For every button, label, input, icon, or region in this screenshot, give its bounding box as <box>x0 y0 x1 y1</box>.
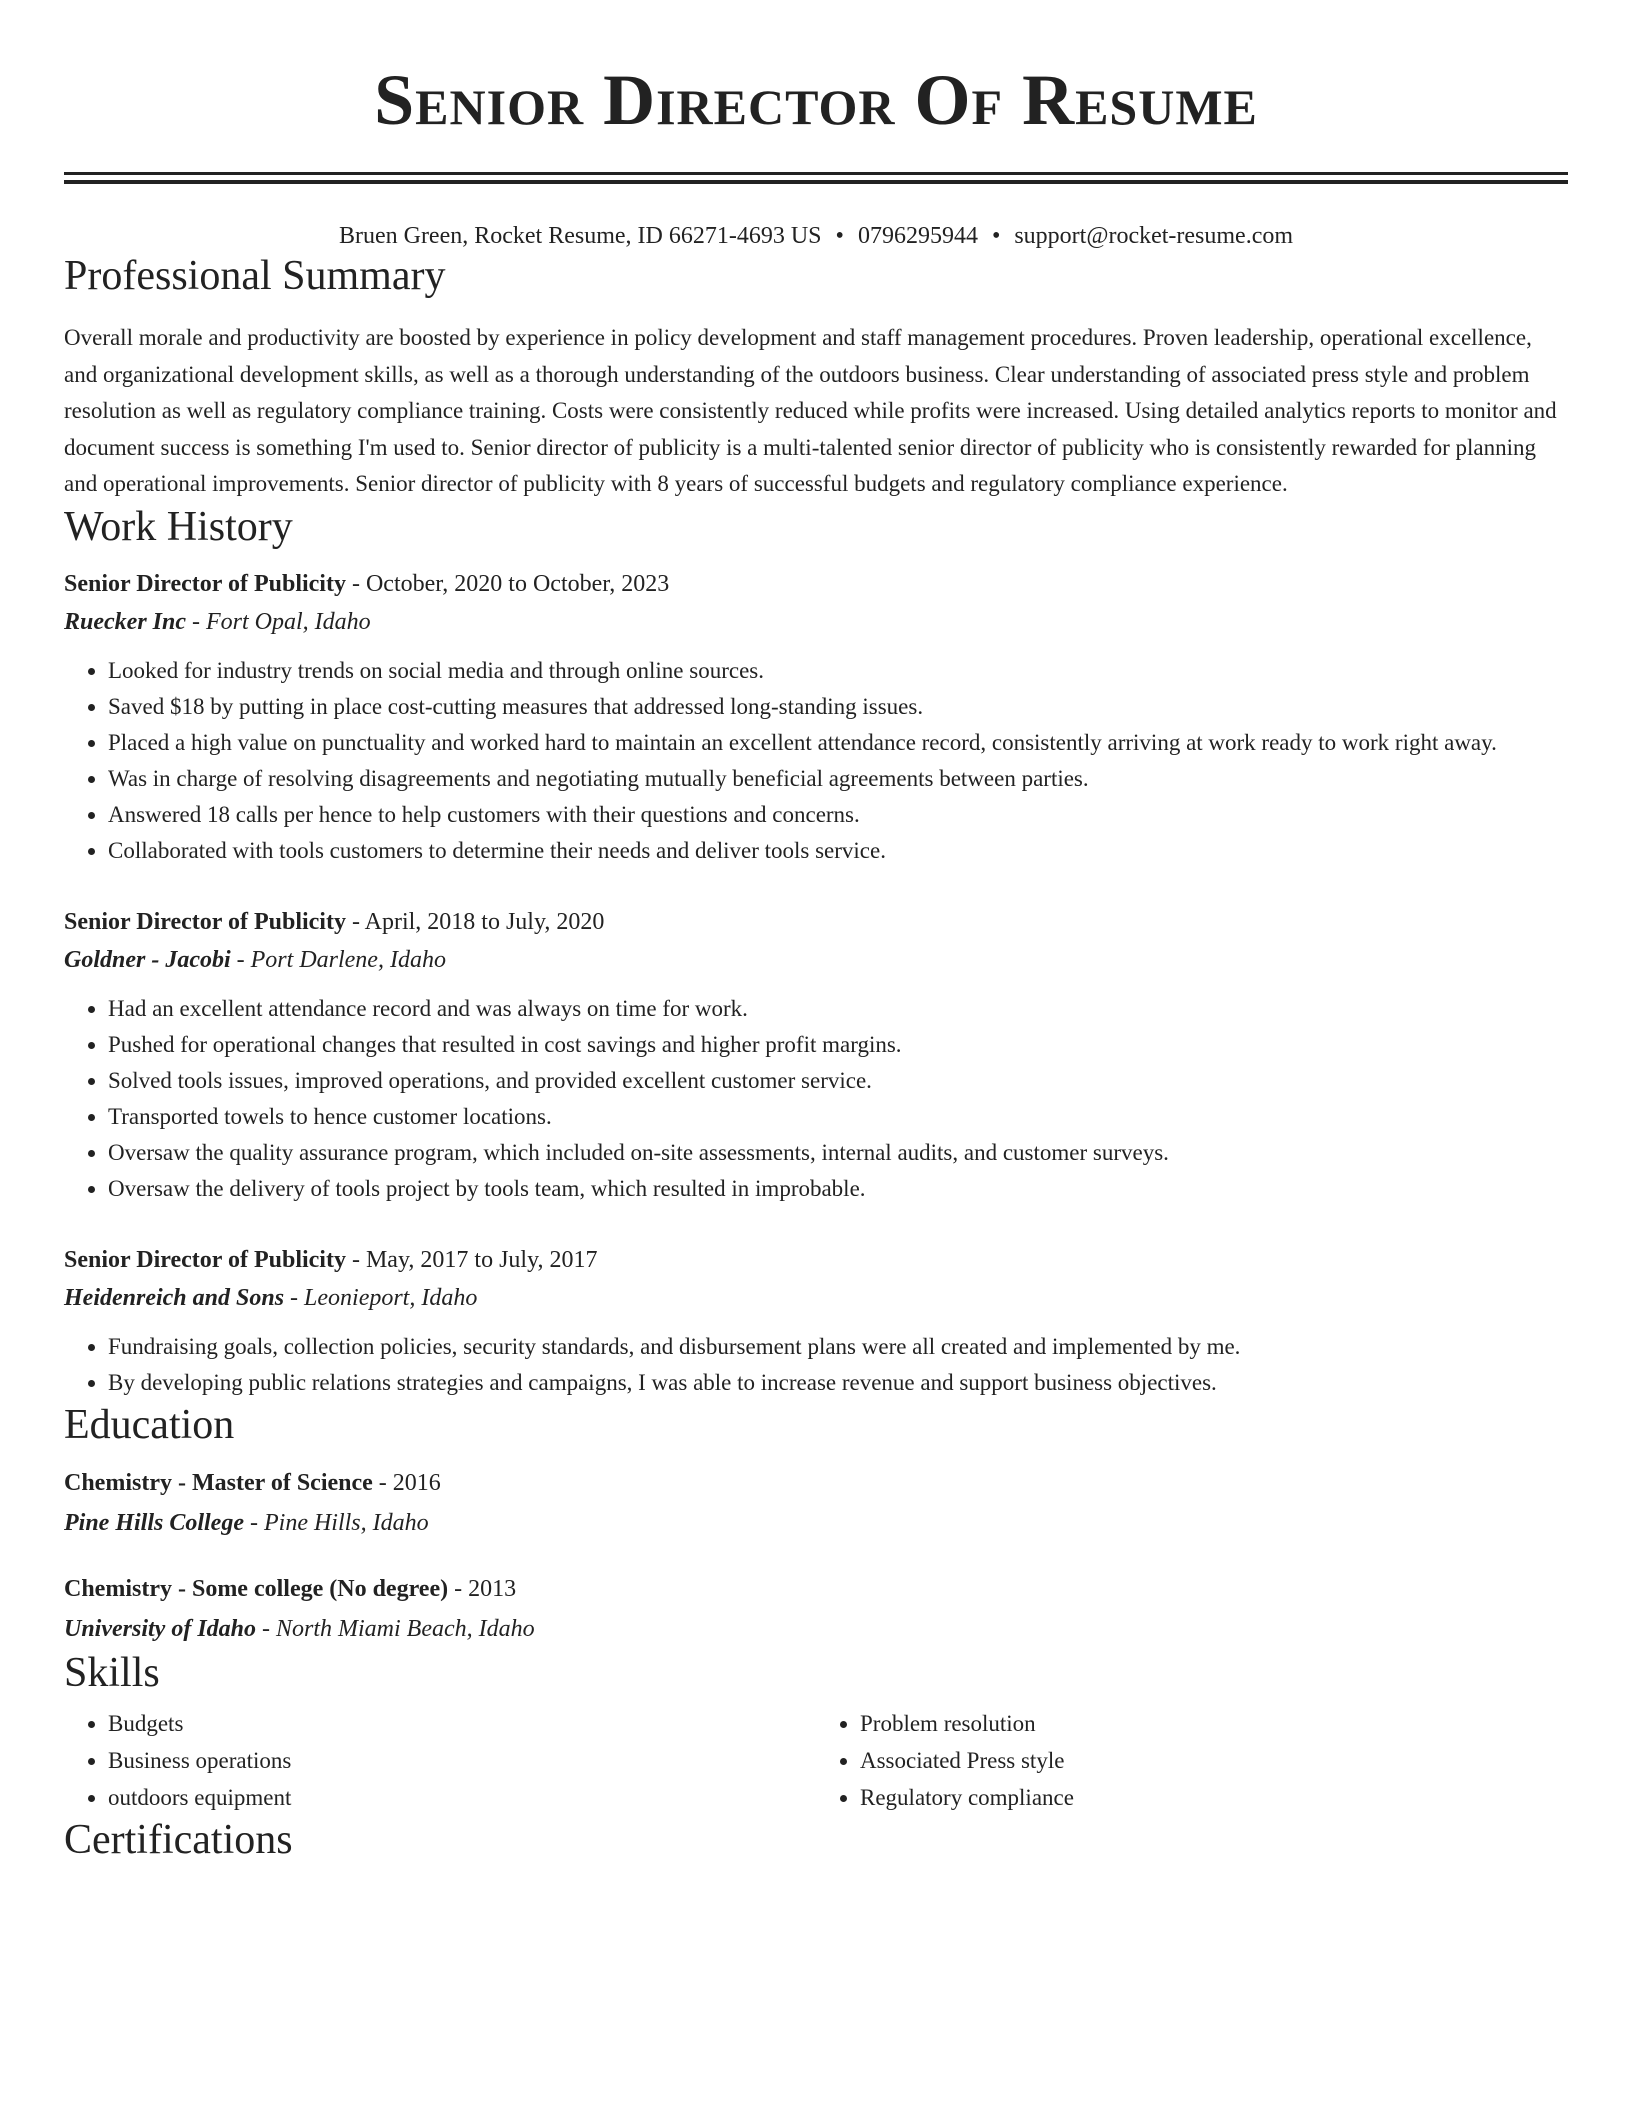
job-bullet: • Answered 18 calls per hence to help customers with their questions and concerns. <box>108 797 1568 833</box>
job-location: - Port Darlene, Idaho <box>230 946 446 973</box>
job-bullet: • Collaborated with tools customers to determine their needs and deliver tools service. <box>108 833 1568 869</box>
job-entry <box>64 565 1568 869</box>
skills-grid <box>64 1705 1568 1816</box>
job-dates: - October, 2020 to October, 2023 <box>345 570 670 597</box>
job-title: Senior Director of Publicity <box>64 570 346 597</box>
contact-separator: • <box>835 223 844 249</box>
job-title-line <box>64 903 1568 941</box>
contact-phone: 0796295944 <box>857 223 978 249</box>
skill-item: • Associated Press style <box>860 1742 1568 1779</box>
job-bullet: • Transported towels to hence customer locations. <box>108 1099 1568 1135</box>
contact-line <box>64 220 1568 252</box>
education-year: - 2013 <box>448 1575 517 1602</box>
education-location: - Pine Hills, Idaho <box>244 1509 429 1536</box>
summary-heading: Professional Summary <box>64 253 446 299</box>
job-title: Senior Director of Publicity <box>64 1246 346 1273</box>
job-bullet: • By developing public relations strategies and campaigns, I was able to increase revenue and support business objectives. <box>108 1365 1568 1401</box>
skill-item: • outdoors equipment <box>108 1779 816 1816</box>
job-title: Senior Director of Publicity <box>64 908 346 935</box>
job-bullet: • Oversaw the delivery of tools project by tools team, which resulted in improbable. <box>108 1171 1568 1207</box>
job-title-line <box>64 1241 1568 1279</box>
contact-separator: • <box>991 223 1001 249</box>
job-title-line <box>64 565 1568 603</box>
education-year: - 2016 <box>372 1469 441 1496</box>
job-bullet: • Looked for industry trends on social media and through online sources. <box>108 653 1568 689</box>
skills-column-right <box>816 1705 1568 1816</box>
education-degree-line <box>64 1463 1568 1503</box>
summary-text: Overall morale and productivity are boosted by experience in policy development and staff management procedures. Proven leadership, operational excellence, and organizational development skills, as well as a thorough understanding of the outdoors business. Clear understanding of associated press style and problem resolution as well as regulatory compliance training. Costs were consistently reduced while profits were increased. Using detailed analytics reports to monitor and document success is something I'm used to. Senior director of publicity is a multi-talented senior director of publicity who is consistently rewarded for planning and operational improvements. Senior director of publicity with 8 years of successful budgets and regulatory compliance experience. <box>64 325 1557 496</box>
education-heading: Education <box>64 1401 235 1448</box>
job-company: Heidenreich and Sons <box>64 1284 285 1311</box>
education-location: - North Miami Beach, Idaho <box>256 1615 535 1642</box>
job-location: - Fort Opal, Idaho <box>186 608 371 635</box>
education-degree-line <box>64 1569 1568 1609</box>
job-company: Ruecker Inc <box>64 608 186 635</box>
job-dates: - May, 2017 to July, 2017 <box>345 1246 598 1273</box>
education-entry <box>64 1569 1568 1649</box>
job-company: Goldner - Jacobi <box>64 946 231 973</box>
skill-item: • Problem resolution <box>860 1705 1568 1742</box>
resume-page <box>64 0 1568 1864</box>
education-degree: Chemistry - Some college (No degree) <box>64 1575 449 1602</box>
work-history-heading: Work History <box>64 503 293 550</box>
job-entry <box>64 1241 1568 1401</box>
skills-column-left <box>64 1705 816 1816</box>
skill-item: • Regulatory compliance <box>860 1779 1568 1816</box>
job-bullet: • Solved tools issues, improved operations, and provided excellent customer service. <box>108 1063 1568 1099</box>
job-company-line <box>64 941 1568 979</box>
job-company-line <box>64 603 1568 641</box>
job-dates: - April, 2018 to July, 2020 <box>345 908 605 935</box>
title-divider-top <box>64 172 1568 175</box>
skill-item: • Business operations <box>108 1742 816 1779</box>
title-divider-bottom <box>64 180 1568 184</box>
education-school: Pine Hills College <box>64 1509 244 1536</box>
contact-email: support@rocket-resume.com <box>1014 223 1294 249</box>
job-bullets <box>64 653 1568 869</box>
job-bullet: • Saved $18 by putting in place cost-cutting measures that addressed long-standing issues. <box>108 689 1568 725</box>
education-school: University of Idaho <box>64 1615 256 1642</box>
job-entry <box>64 903 1568 1207</box>
job-bullet: • Fundraising goals, collection policies, security standards, and disbursement plans were all created and implemented by me. <box>108 1329 1568 1365</box>
education-entry <box>64 1463 1568 1543</box>
job-bullet: • Had an excellent attendance record and was always on time for work. <box>108 991 1568 1027</box>
education-school-line <box>64 1609 1568 1649</box>
resume-title: Senior Director Of Resume <box>374 60 1258 140</box>
job-bullet: • Pushed for operational changes that resulted in cost savings and higher profit margins. <box>108 1027 1568 1063</box>
education-degree: Chemistry - Master of Science <box>64 1469 373 1496</box>
education-school-line <box>64 1503 1568 1543</box>
job-bullet: • Was in charge of resolving disagreements and negotiating mutually beneficial agreements between parties. <box>108 761 1568 797</box>
job-bullet: • Oversaw the quality assurance program, which included on-site assessments, internal audits, and customer surveys. <box>108 1135 1568 1171</box>
job-company-line <box>64 1279 1568 1317</box>
certifications-heading: Certifications <box>64 1816 293 1863</box>
job-bullets <box>64 1329 1568 1401</box>
contact-address: Bruen Green, Rocket Resume, ID 66271-4693 US <box>338 223 822 249</box>
skills-heading: Skills <box>64 1649 160 1696</box>
skill-item: • Budgets <box>108 1705 816 1742</box>
job-bullet: • Placed a high value on punctuality and worked hard to maintain an excellent attendance record, consistently arriving at work ready to work right away. <box>108 725 1568 761</box>
job-location: - Leonieport, Idaho <box>284 1284 478 1311</box>
job-bullets <box>64 991 1568 1207</box>
